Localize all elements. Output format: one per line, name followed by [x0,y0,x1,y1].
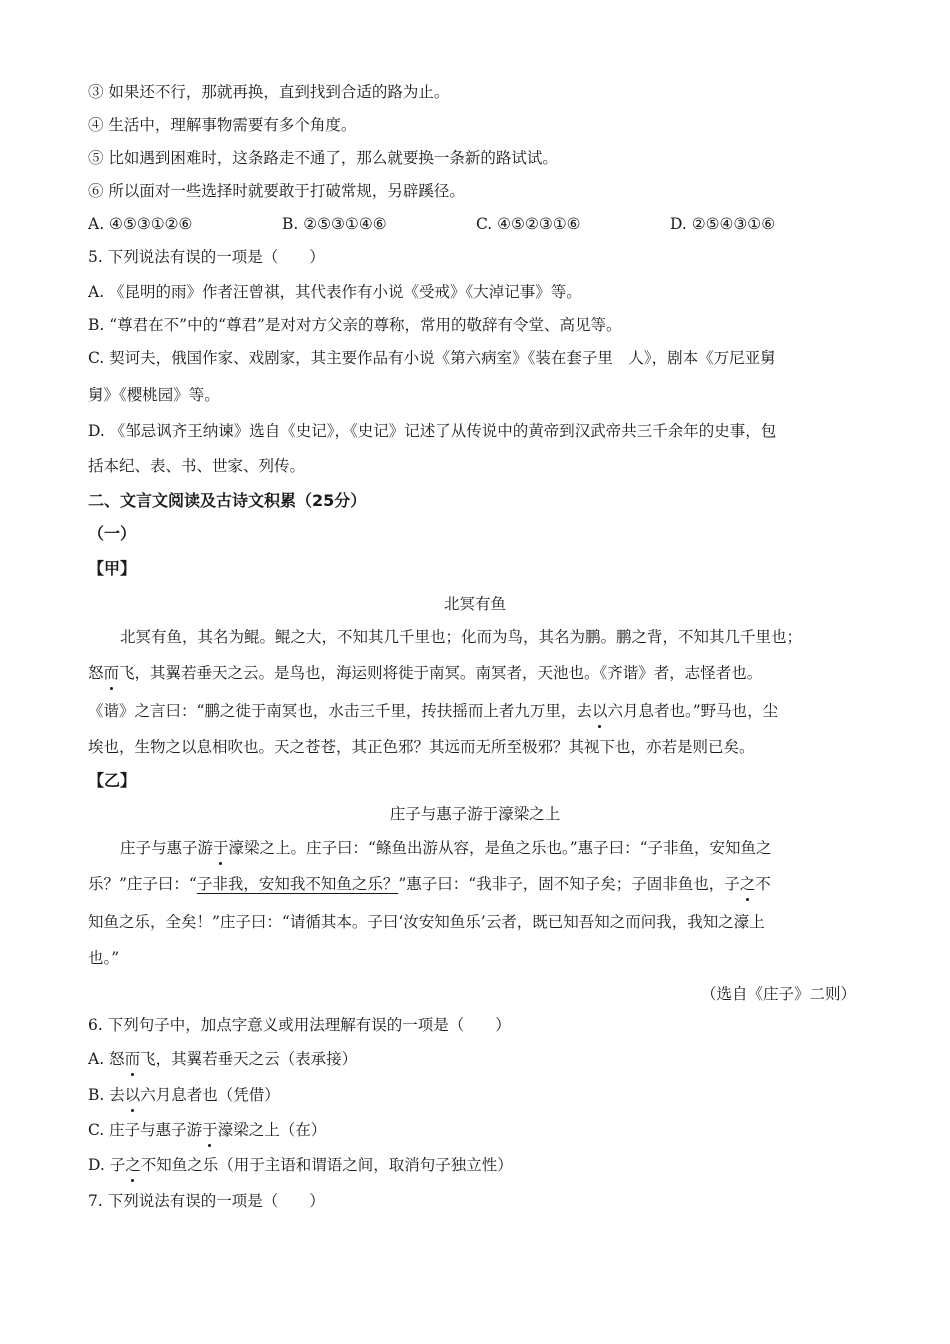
q5-option-d-line1: D. 《邹忌讽齐王纳谏》选自《史记》，《史记》记述了从传说中的黄帝到汉武帝共三千余年的史事，包 [88,422,777,440]
passage-jia-line2: 怒而飞，其翼若垂天之云。是鸟也，海运则将徙于南冥。南冥者，天池也。《齐谐》者，志怪者也。 [88,661,868,685]
emphasis-dot: 而 [125,1047,141,1071]
q4-sentence-3: ③ 如果还不行，那就再换，直到找到合适的路为止。 [88,83,450,101]
emphasis-dot-yi: 以 [592,699,608,723]
q4-option-b: B. ②⑤③①④⑥ [282,215,387,233]
emphasis-dot: 之 [125,1153,141,1177]
emphasis-dot: 于 [202,1118,218,1142]
passage-jia-line1: 北冥有鱼，其名为鲲。鲲之大，不知其几千里也；化而为鸟，其名为鹏。鹏之背，不知其几千里也； [120,628,803,646]
q6-option-d: D. 子之不知鱼之乐（用于主语和谓语之间，取消句子独立性） [88,1153,868,1177]
passage-yi-title: 庄子与惠子游于濠梁之上 [389,805,561,823]
q4-option-a: A. ④⑤③①②⑥ [88,215,193,233]
passage-yi-line3: 知鱼之乐，全矣！”庄子曰：“请循其本。子曰‘汝安知鱼乐’云者，既已知吾知之而问我，我知之濠上 [88,913,765,931]
passage-yi-label: 【乙】 [88,771,137,790]
q6-option-c: C. 庄子与惠子游于濠梁之上（在） [88,1118,868,1142]
q7-stem: 7. 下列说法有误的一项是（ ） [88,1192,325,1210]
q4-option-c: C. ④⑤②③①⑥ [476,215,581,233]
q4-option-d: D. ②⑤④③①⑥ [670,215,776,233]
q5-option-b: B. “尊君在不”中的“尊君”是对对方父亲的尊称，常用的敬辞有令堂、高见等。 [88,316,622,334]
passage-yi-line1: 庄子与惠子游于濠梁之上。庄子曰：“鲦鱼出游从容，是鱼之乐也。”惠子曰：“子非鱼，安知鱼之 [120,836,900,860]
passage-jia-line4: 埃也，生物之以息相吹也。天之苍苍，其正色邪？其远而无所至极邪？其视下也，亦若是则已矣。 [88,738,755,756]
q6-stem: 6. 下列句子中，加点字意义或用法理解有误的一项是（ ） [88,1016,511,1034]
passage-jia-line3: 《谐》之言曰：“鹏之徙于南冥也，水击三千里，抟扶摇而上者九万里，去以六月息者也。”野马也，尘 [88,699,868,723]
passage-yi-line2: 乐？”庄子曰：“子非我，安知我不知鱼之乐？”惠子曰：“我非子，固不知子矣；子固非鱼也，子之不 [88,872,868,896]
passage-source: （选自《庄子》二则） [700,985,856,1003]
q4-sentence-5: ⑤ 比如遇到困难时，这条路走不通了，那么就要换一条新的路试试。 [88,149,558,167]
q6-option-b: B. 去以六月息者也（凭借） [88,1083,868,1107]
q5-option-d-line2: 括本纪、表、书、世家、列传。 [88,457,306,475]
q5-option-c-line2: 舅》《樱桃园》等。 [88,386,220,404]
q4-sentence-4: ④ 生活中，理解事物需要有多个角度。 [88,116,357,134]
q5-stem: 5. 下列说法有误的一项是（ ） [88,248,325,266]
emphasis-dot-er: 而 [104,661,120,685]
q6-option-a: A. 怒而飞，其翼若垂天之云（表承接） [88,1047,868,1071]
passage-yi-line4: 也。” [88,949,120,967]
emphasis-dot-yu: 于 [213,836,229,860]
q4-sentence-6: ⑥ 所以面对一些选择时就要敢于打破常规，另辟蹊径。 [88,182,465,200]
passage-jia-label: 【甲】 [88,559,137,578]
emphasis-dot: 以 [125,1083,141,1107]
underlined-sentence: 子非我，安知我不知鱼之乐？ [196,875,399,893]
q5-option-c-line1: C. 契诃夫，俄国作家、戏剧家，其主要作品有小说《第六病室》《装在套子里 人》，剧本《万尼亚舅 [88,349,776,367]
section-2-heading: 二、文言文阅读及古诗文积累（25分） [88,491,367,510]
passage-jia-title: 北冥有鱼 [443,595,506,613]
q5-option-a: A. 《昆明的雨》作者汪曾祺，其代表作有小说《受戒》《大淖记事》等。 [88,283,582,301]
emphasis-dot-zhi: 之 [740,872,756,896]
part-1-label: （一） [88,524,137,543]
